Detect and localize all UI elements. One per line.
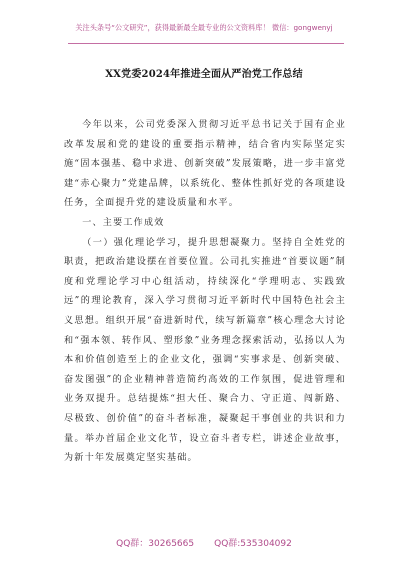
document-body	[64, 116, 346, 469]
document-title: XX党委2024年推进全面从严治党工作总结	[105, 69, 303, 80]
body-paragraph: （一）强化理论学习，提升思想凝聚力。坚持自全姓党的职责，把政治建设摆在首要位置。公司扎实推进“首要议题”制度和党理论学习中心组活动，持续深化“学理明志、实践致远”的理论教育，深入学习贯彻习近平新时代中国特色社会主义思想。组织开展“奋进新时代，续写新篇章”核心理念大讨论和“强本领、转作风、塑形象”业务理念探索活动，弘扬以人为本和价值创造至上的企业文化，强调“实事求是、创新突破、奋发图强”的企业精神普造简约高效的工作氛围，促进管理和业务双提升。总结提炼“担大任、聚合力、守正道、闯新路、尽极致、创价值”的奋斗者标准，凝聚起干事创业的共识和力量。举办首届企业文化节，设立奋斗者专栏，讲述企业故事，为新十年发展奠定坚实基础。	[64, 237, 346, 464]
footer-contact	[0, 538, 408, 550]
footer-qq-group-2: QQ群:535304092	[214, 539, 292, 549]
intro-paragraph: 今年以来，公司党委深入贯彻习近平总书记关于国有企业改革发展和党的建设的重要指示精神，结合省内实际坚定实施“固本强基、稳中求进、创新突破”发展策略，进一步丰富党建“赤心聚力”党建品牌，以系统化、整体性抓好党的各项建设任务，全面提升党的建设质量和水平。	[64, 120, 346, 209]
header-banner: 关注头条号“公文研究”，获得最新最全最专业的公文资料库！ 微信：gongwenyj	[75, 23, 333, 32]
footer-qq-group-1: QQ群：30265665	[116, 539, 195, 549]
section-heading: 一、主要工作成效	[82, 217, 165, 228]
header-divider	[68, 43, 344, 44]
